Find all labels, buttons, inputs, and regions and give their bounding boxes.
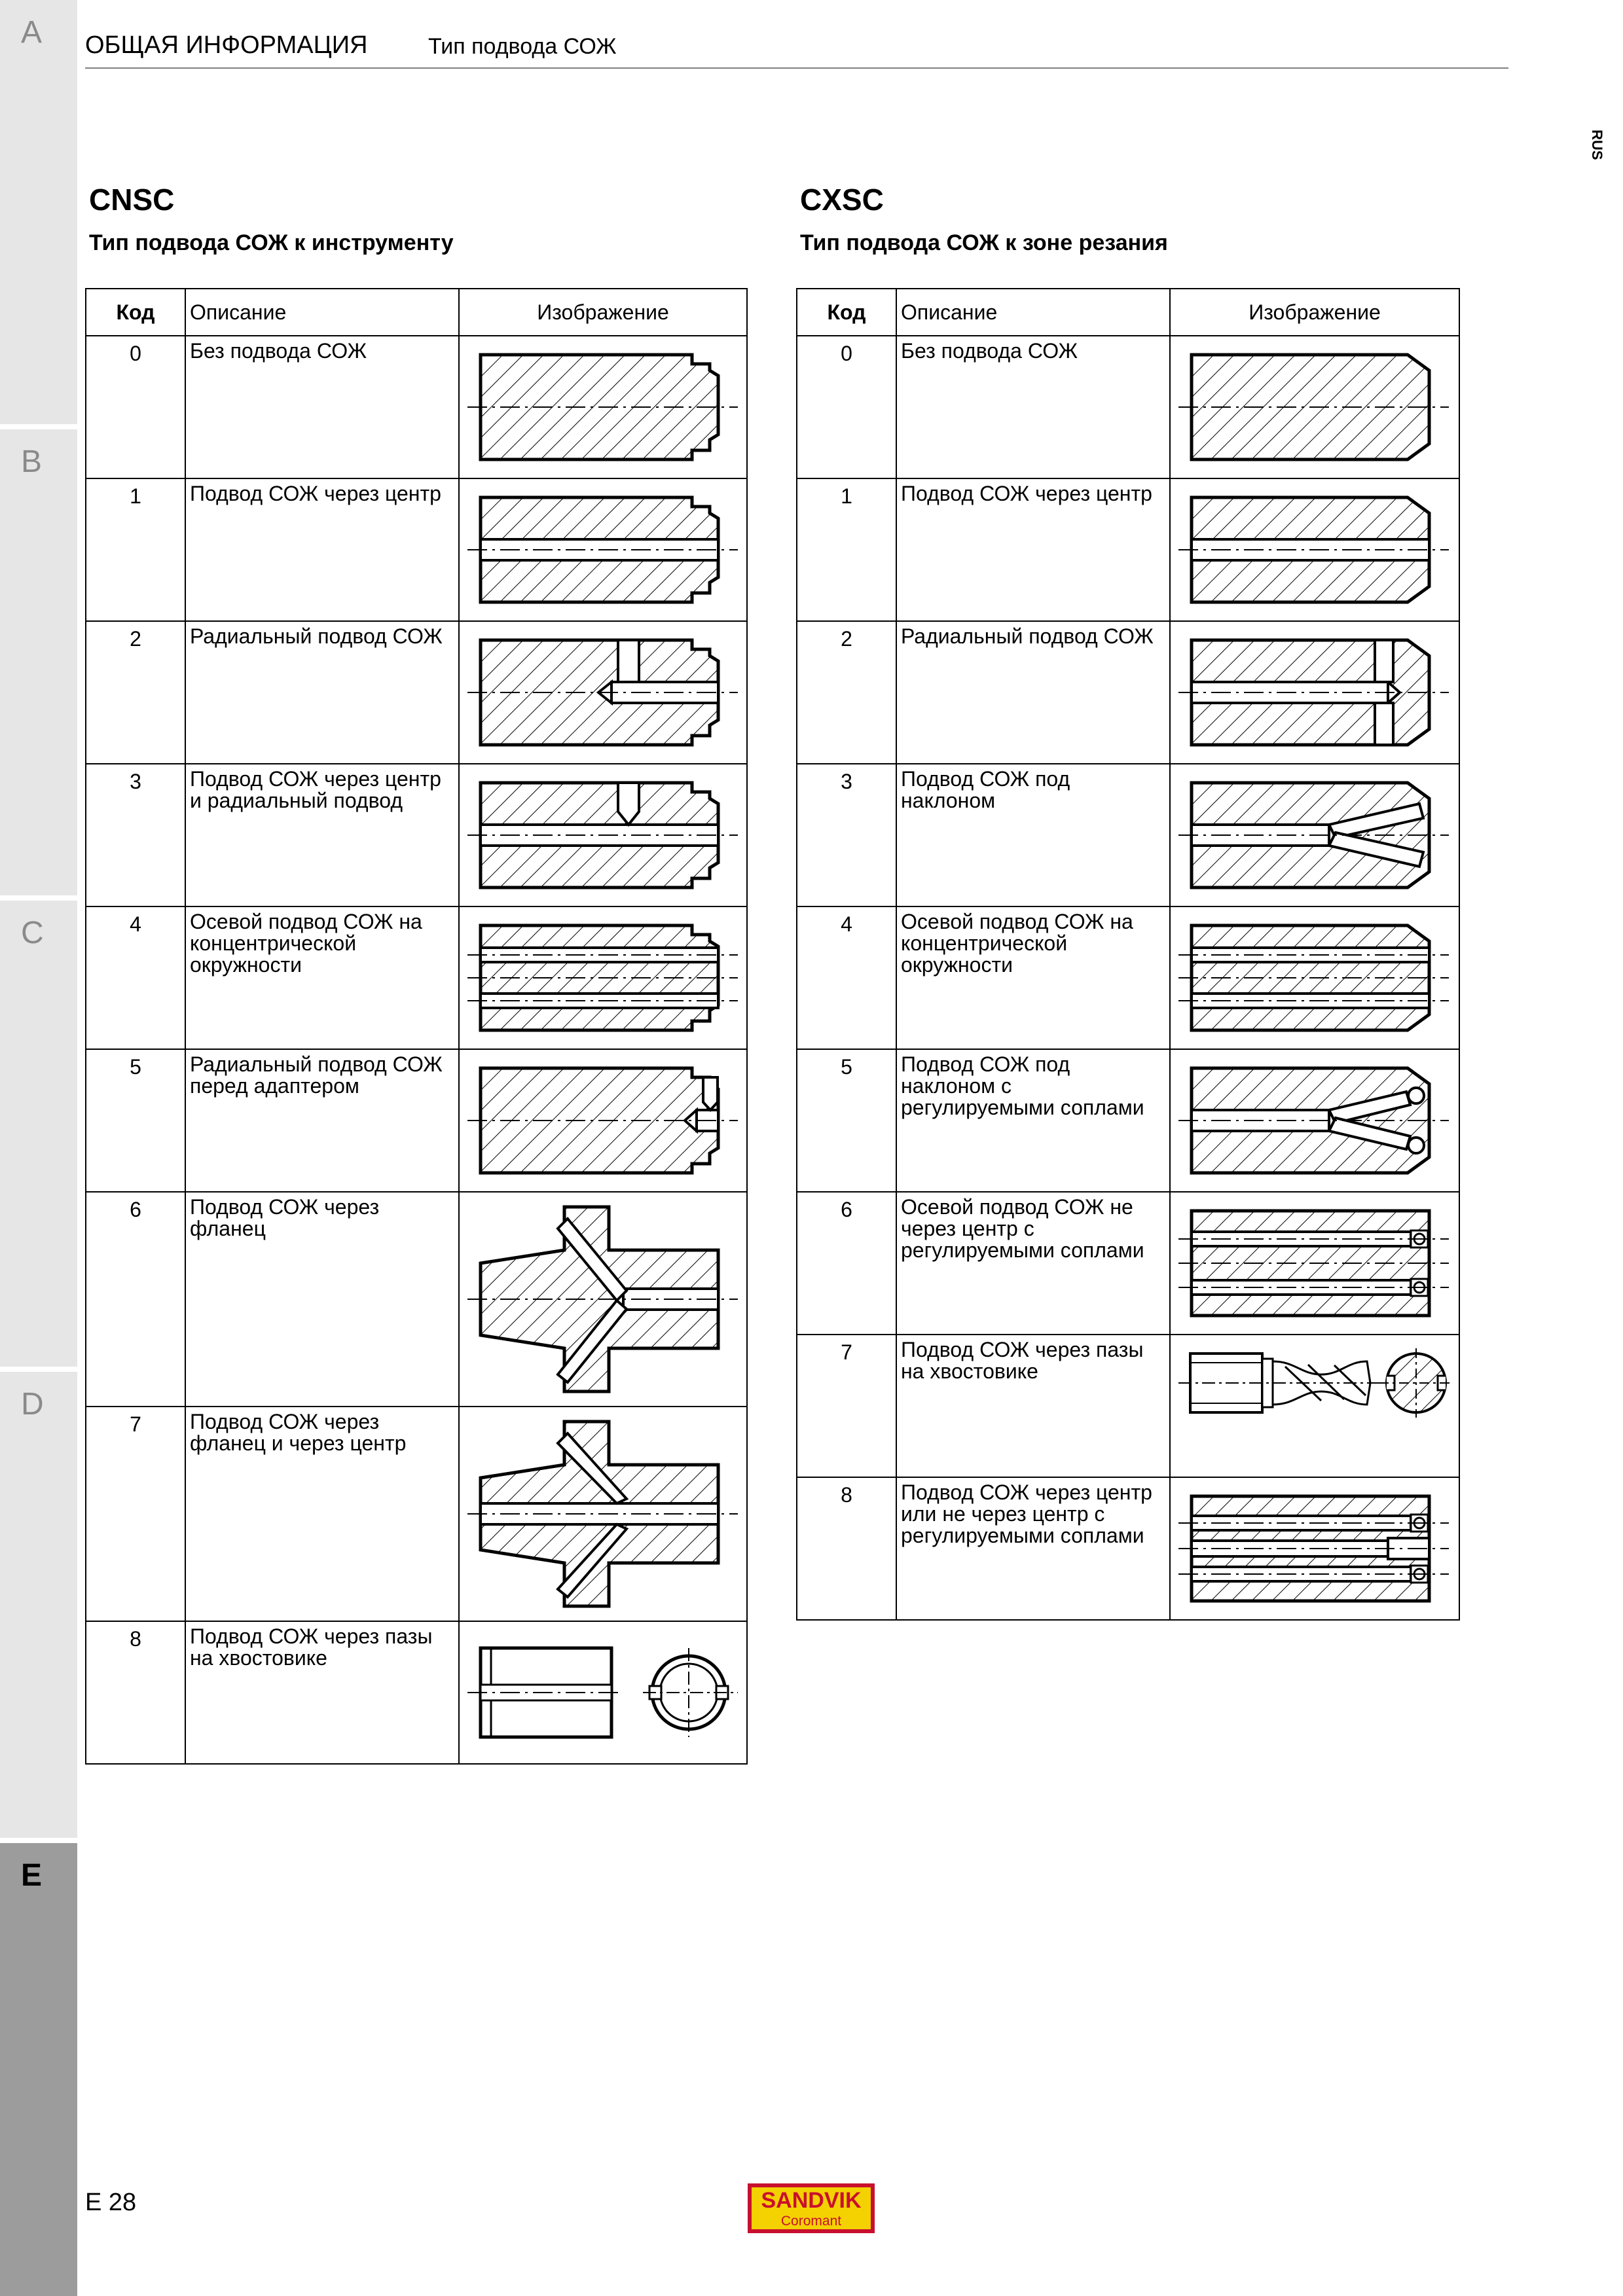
row-code: 6 <box>86 1192 185 1407</box>
table-row <box>797 1335 1459 1477</box>
header-divider <box>85 67 1508 69</box>
shank-slots-coolant-icon <box>460 1622 745 1763</box>
row-description: Подвод СОЖ через пазы на хвостовике <box>185 1621 459 1764</box>
cxsc-table <box>796 288 1460 1621</box>
column-header-image: Изображение <box>1170 289 1459 336</box>
row-code: 0 <box>86 336 185 478</box>
tab-c[interactable] <box>0 901 77 1367</box>
shank-no-coolant-icon <box>460 336 745 478</box>
row-code: 5 <box>86 1049 185 1192</box>
row-description: Радиальный подвод СОЖ перед адаптером <box>185 1049 459 1192</box>
tool-central-coolant-icon <box>1171 479 1457 620</box>
logo-brand-sub: Coromant <box>752 2214 871 2229</box>
tool-angled-adjustable-nozzles-icon <box>1171 1050 1457 1191</box>
tool-axial-concentric-coolant-icon <box>1171 907 1457 1049</box>
table-row <box>86 764 747 906</box>
tab-e-label: E <box>21 1858 43 1893</box>
column-header-description: Описание <box>185 289 459 336</box>
table-row <box>797 906 1459 1049</box>
cnsc-table <box>85 288 748 1765</box>
topic-title: Тип подвода СОЖ <box>428 34 617 59</box>
table-row <box>797 478 1459 621</box>
row-code: 7 <box>797 1335 896 1477</box>
right-section-subtitle: Тип подвода СОЖ к зоне резания <box>800 230 1168 255</box>
row-description: Без подвода СОЖ <box>185 336 459 478</box>
row-description: Подвод СОЖ под наклоном <box>896 764 1170 906</box>
row-description: Подвод СОЖ через центр <box>185 478 459 621</box>
row-code: 3 <box>86 764 185 906</box>
column-header-description: Описание <box>896 289 1170 336</box>
table-row <box>86 478 747 621</box>
tool-axial-adjustable-nozzles-icon <box>1171 1193 1457 1334</box>
row-code: 2 <box>86 621 185 764</box>
row-description: Без подвода СОЖ <box>896 336 1170 478</box>
table-row <box>797 621 1459 764</box>
row-description: Радиальный подвод СОЖ <box>185 621 459 764</box>
table-row <box>797 1192 1459 1335</box>
table-row <box>797 336 1459 478</box>
left-section-subtitle: Тип подвода СОЖ к инструменту <box>89 230 454 255</box>
table-header-row <box>797 289 1459 336</box>
row-code: 0 <box>797 336 896 478</box>
logo-brand: SANDVIK <box>752 2187 871 2214</box>
row-description: Подвод СОЖ через фланец <box>185 1192 459 1407</box>
table-row <box>797 764 1459 906</box>
row-code: 1 <box>86 478 185 621</box>
row-description: Подвод СОЖ через фланец и через центр <box>185 1407 459 1621</box>
row-code: 1 <box>797 478 896 621</box>
tab-d[interactable] <box>0 1372 77 1838</box>
flange-coolant-icon <box>460 1193 745 1406</box>
column-header-code: Код <box>86 289 185 336</box>
row-code: 4 <box>86 906 185 1049</box>
tab-b-label: B <box>21 444 43 479</box>
shank-axial-concentric-coolant-icon <box>460 907 745 1049</box>
shank-central-radial-coolant-icon <box>460 764 745 906</box>
shank-radial-coolant-icon <box>460 622 745 763</box>
right-section-title: CXSC <box>800 183 884 217</box>
table-row <box>797 1049 1459 1192</box>
table-row <box>797 1477 1459 1620</box>
table-row <box>86 1407 747 1621</box>
row-description: Подвод СОЖ через центр <box>896 478 1170 621</box>
column-header-image: Изображение <box>459 289 747 336</box>
table-row <box>86 1049 747 1192</box>
row-code: 8 <box>86 1621 185 1764</box>
tool-no-coolant-icon <box>1171 336 1457 478</box>
table-row <box>86 1621 747 1764</box>
row-code: 7 <box>86 1407 185 1621</box>
tool-angled-coolant-icon <box>1171 764 1457 906</box>
row-description: Осевой подвод СОЖ на концентрической окружности <box>185 906 459 1049</box>
row-code: 4 <box>797 906 896 1049</box>
sandvik-coromant-logo <box>748 2183 875 2233</box>
tab-a-label: A <box>21 15 43 50</box>
row-description: Осевой подвод СОЖ не через центр с регулируемыми соплами <box>896 1192 1170 1335</box>
row-description: Подвод СОЖ через центр и радиальный подвод <box>185 764 459 906</box>
row-code: 8 <box>797 1477 896 1620</box>
tab-d-label: D <box>21 1387 44 1422</box>
table-row <box>86 1192 747 1407</box>
tool-radial-coolant-icon <box>1171 622 1457 763</box>
shank-central-coolant-icon <box>460 479 745 620</box>
row-code: 2 <box>797 621 896 764</box>
column-header-code: Код <box>797 289 896 336</box>
row-code: 6 <box>797 1192 896 1335</box>
row-description: Подвод СОЖ под наклоном с регулируемыми соплами <box>896 1049 1170 1192</box>
drill-shank-slots-icon <box>1171 1335 1457 1477</box>
tool-central-adjustable-nozzles-icon <box>1171 1478 1457 1619</box>
flange-central-coolant-icon <box>460 1407 745 1621</box>
row-description: Подвод СОЖ через центр или не через центр с регулируемыми соплами <box>896 1477 1170 1620</box>
language-code: RUS <box>1589 130 1605 160</box>
table-row <box>86 906 747 1049</box>
table-row <box>86 621 747 764</box>
table-header-row <box>86 289 747 336</box>
left-section-title: CNSC <box>89 183 175 217</box>
section-tabs <box>0 0 77 2296</box>
tab-c-label: C <box>21 916 44 950</box>
row-description: Радиальный подвод СОЖ <box>896 621 1170 764</box>
row-description: Подвод СОЖ через пазы на хвостовике <box>896 1335 1170 1477</box>
table-row <box>86 336 747 478</box>
row-code: 5 <box>797 1049 896 1192</box>
page-number: E 28 <box>85 2189 137 2216</box>
row-code: 3 <box>797 764 896 906</box>
tab-e[interactable] <box>0 1843 77 2296</box>
shank-radial-before-adapter-icon <box>460 1050 745 1191</box>
tab-b[interactable] <box>0 429 77 895</box>
chapter-title: ОБЩАЯ ИНФОРМАЦИЯ <box>85 31 368 59</box>
tab-a[interactable] <box>0 0 77 424</box>
row-description: Осевой подвод СОЖ на концентрической окружности <box>896 906 1170 1049</box>
